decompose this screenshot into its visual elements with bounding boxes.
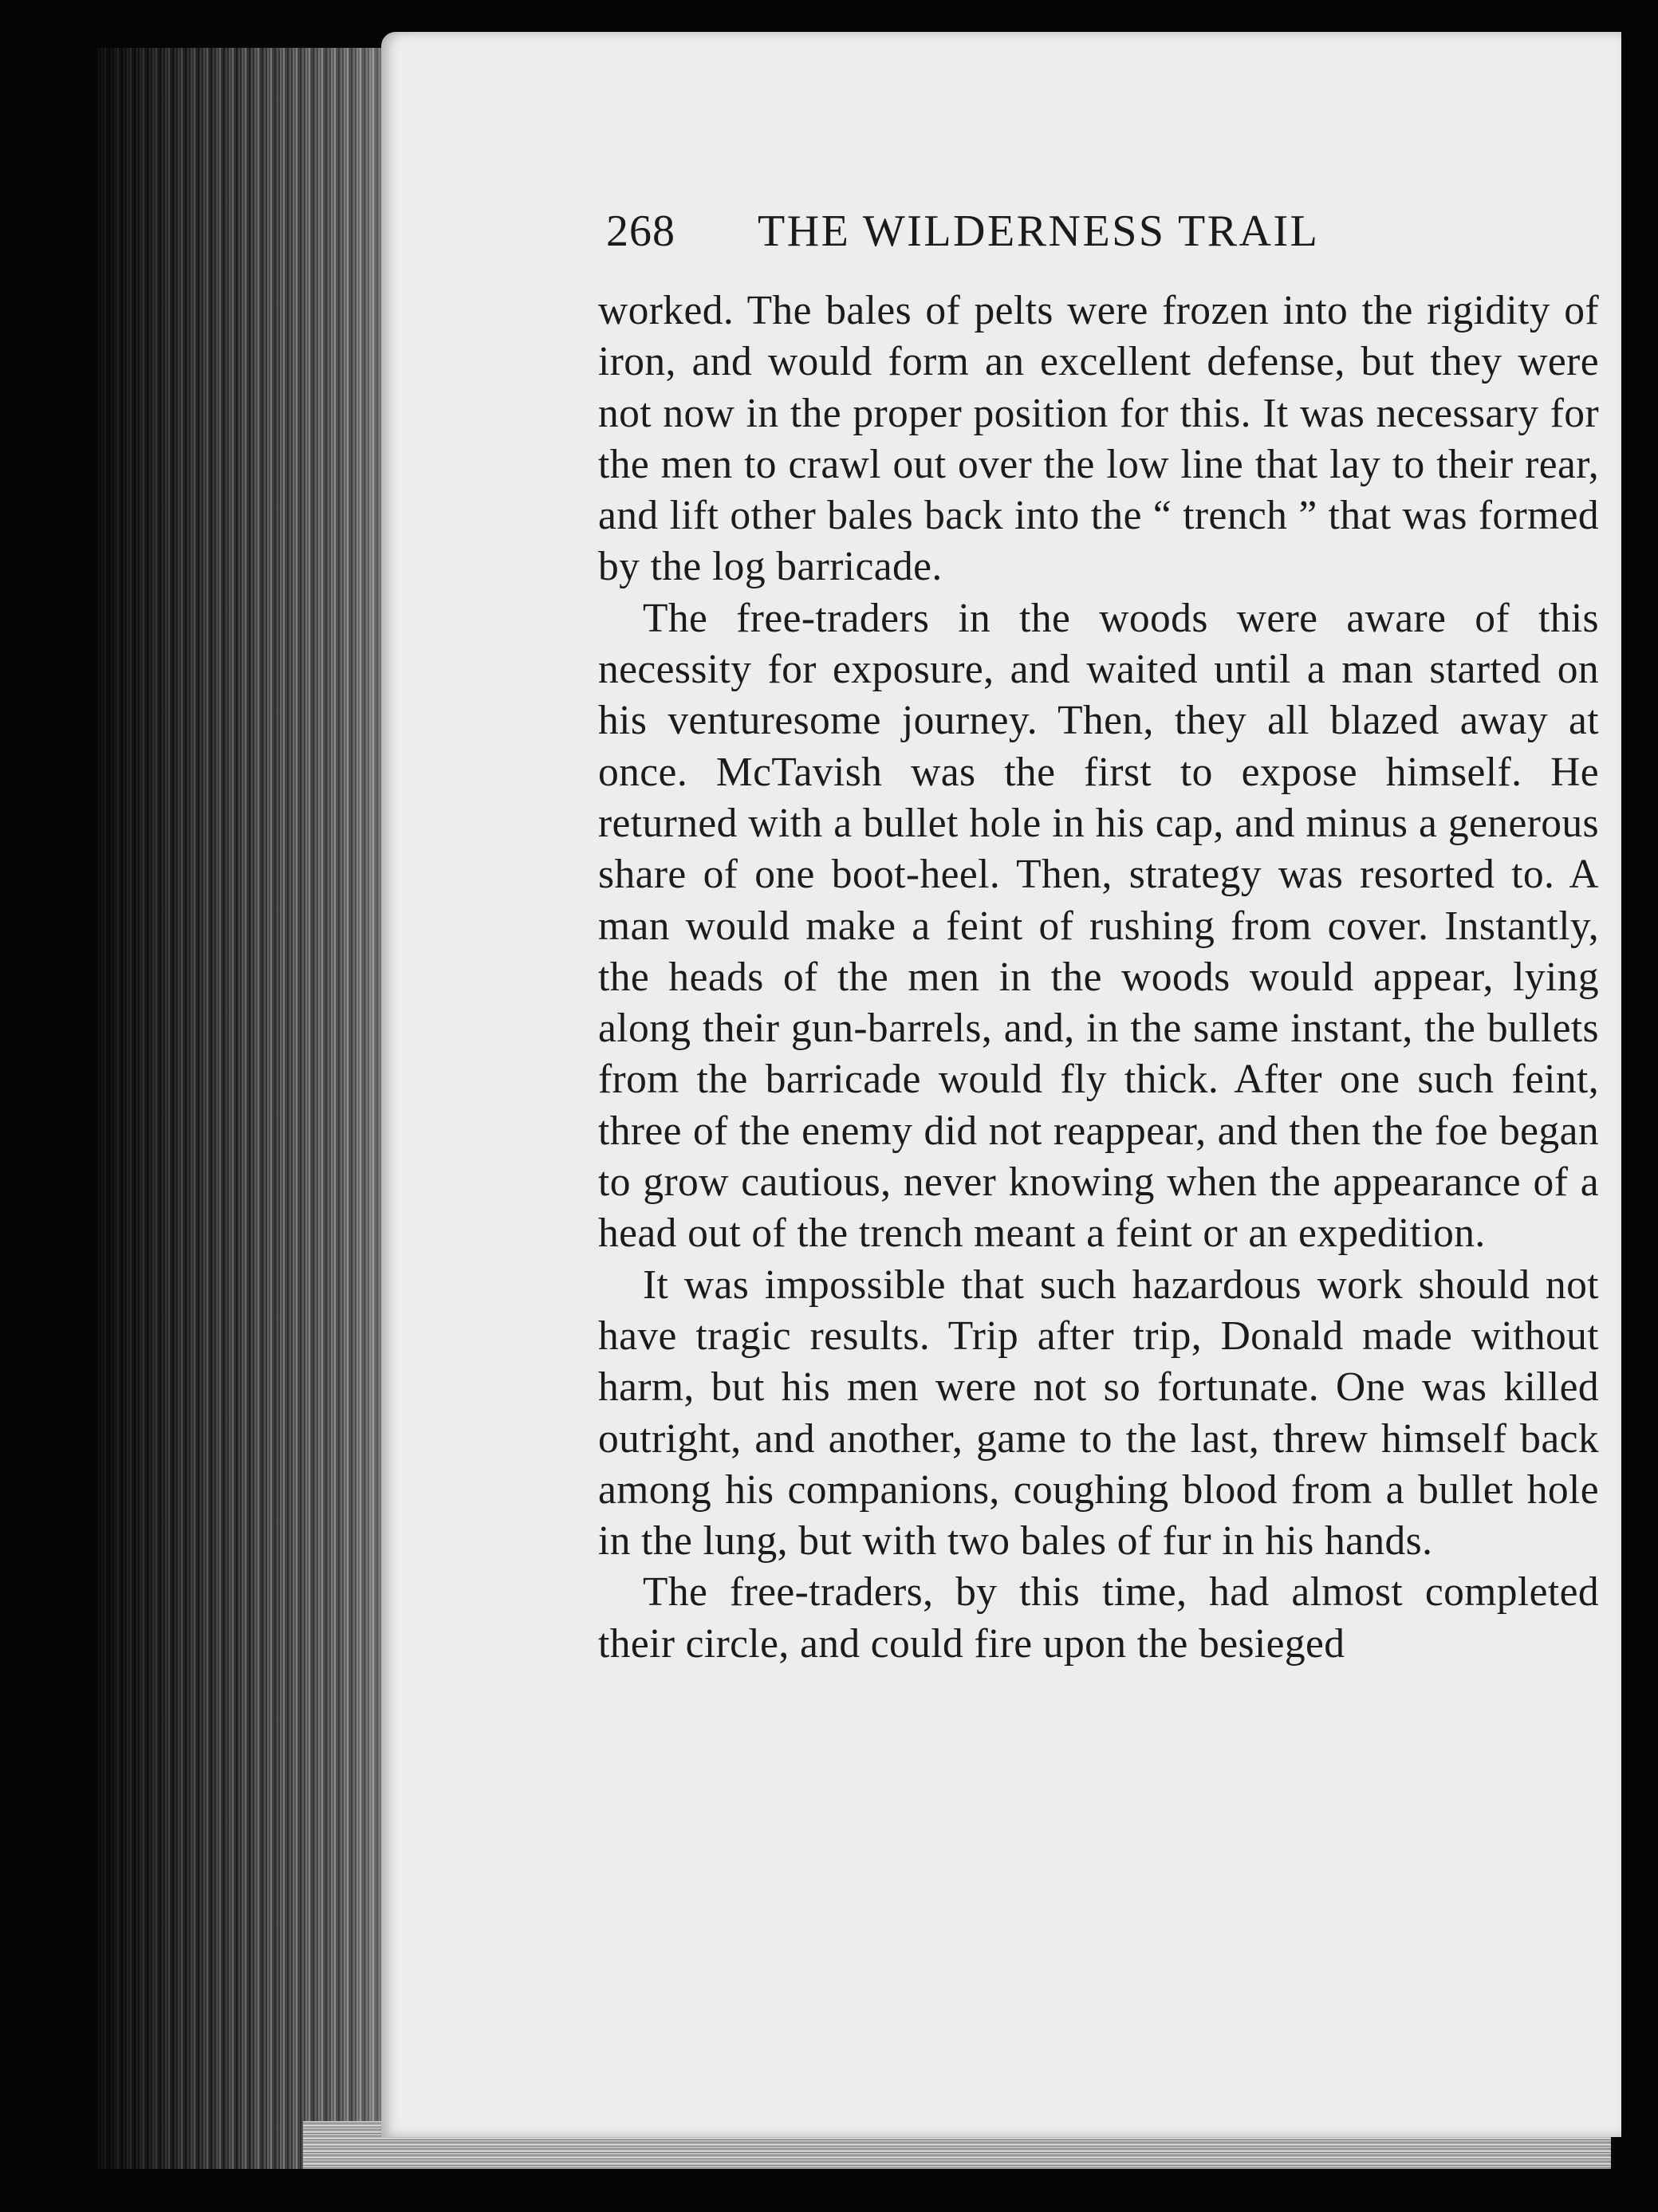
- paragraph-3: It was impossible that such hazardous work should not have tragic results. Trip after trip, Donald made without harm, but his men were not so fortunate. One was killed outright, and another, game to the last, threw himself back among his companions, coughing blood from a bullet hole in the lung, but with two bales of fur in his hands.: [598, 1261, 1599, 1565]
- book-page: [381, 32, 1621, 2137]
- paragraph-4: The free-traders, by this time, had almost completed their circle, and could fire upon the besieged: [598, 1569, 1599, 1667]
- paragraph-1: worked. The bales of pelts were frozen into the rigidity of iron, and would form an excellent defense, but they were not now in the proper position for this. It was necessary for the men to crawl out over the low line that lay to their rear, and lift other bales back into the “ trench ” that was formed by the log barricade.: [598, 288, 1599, 590]
- page-number: 268: [606, 207, 675, 256]
- paragraph-2: The free-traders in the woods were aware of this necessity for exposure, and waited until a man started on his venturesome journey. Then, they all blazed away at once. McTavish was the first to expose himself. He returned with a bullet hole in his cap, and minus a generous share of one boot-heel. Then, strategy was resorted to. A man would make a feint of rushing from cover. Instantly, the heads of the men in the woods would appear, lying along their gun-barrels, and, in the same instant, the bullets from the barricade would fly thick. After one such feint, three of the enemy did not reappear, and then the foe began to grow cautious, never knowing when the appearance of a head out of the trench meant a feint or an expedition.: [598, 595, 1599, 1257]
- running-title: THE WILDERNESS TRAIL: [758, 207, 1320, 256]
- book-page-edges: [96, 48, 399, 2169]
- running-head: [606, 206, 1599, 285]
- page-text-block: [598, 206, 1599, 1670]
